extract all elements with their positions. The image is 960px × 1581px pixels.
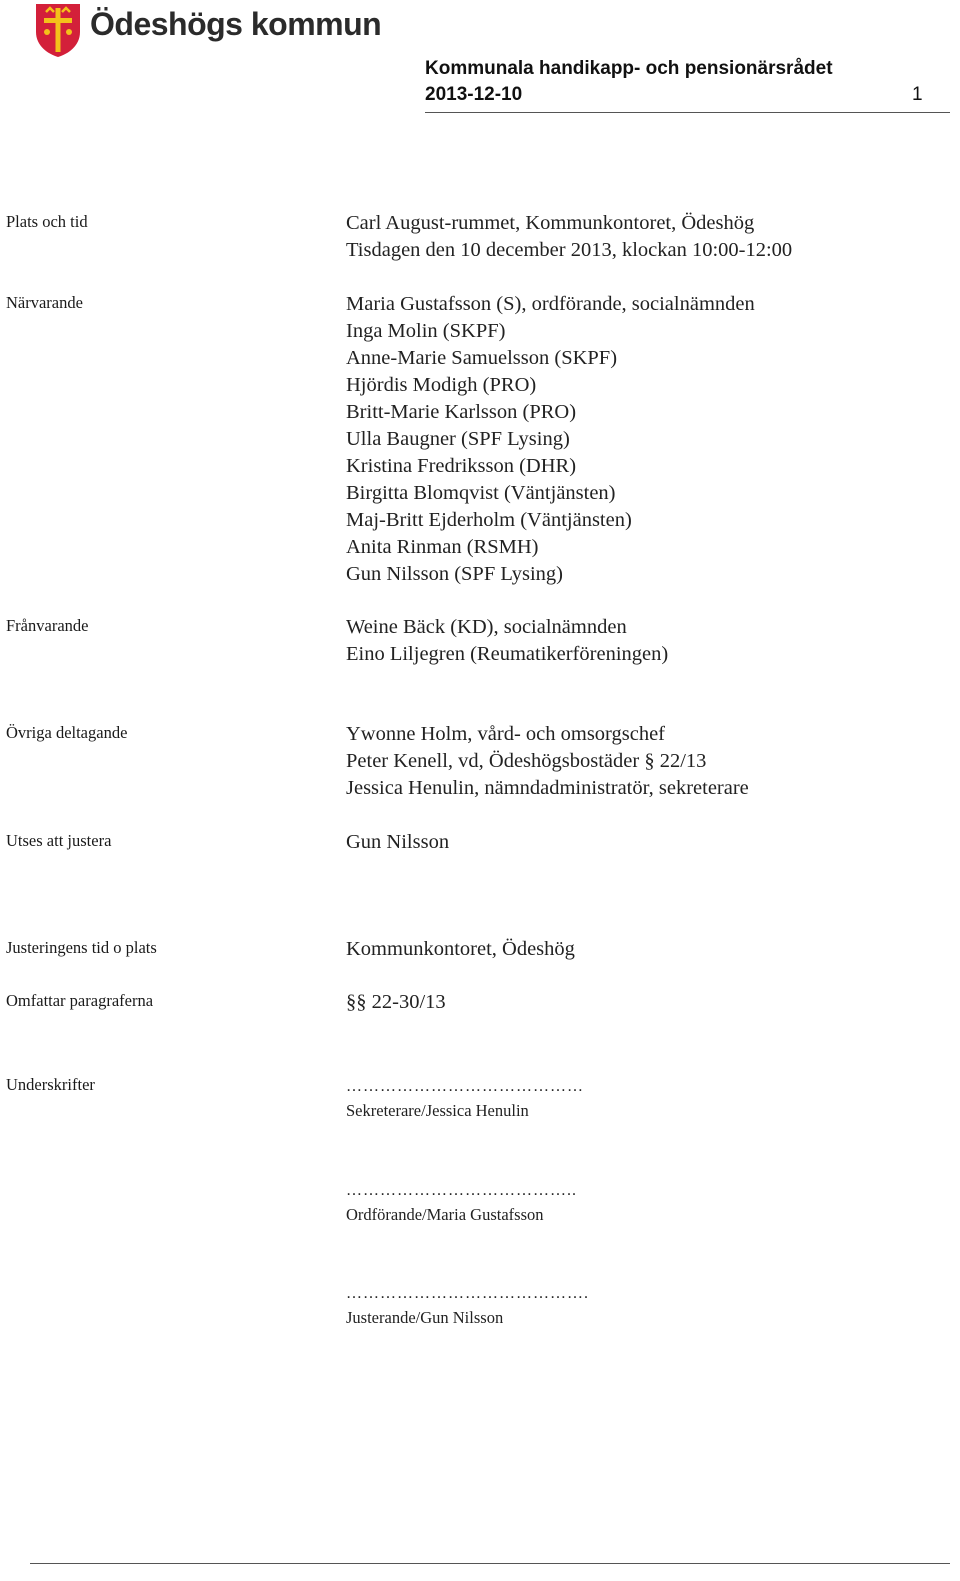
page-number: 1 <box>912 84 923 105</box>
logo-text: Ödeshögs kommun <box>90 6 382 42</box>
attendee: Birgitta Blomqvist (Väntjänsten) <box>346 482 616 504</box>
value-omfattar-paragraferna: §§ 22-30/13 <box>346 991 446 1013</box>
signature-caption-ordforande: Ordförande/Maria Gustafsson <box>346 1205 544 1224</box>
value-justeringens-tid: Kommunkontoret, Ödeshög <box>346 938 575 960</box>
attendee: Anne-Marie Samuelsson (SKPF) <box>346 347 618 369</box>
signature-line-ordforande: ………………………………….. <box>346 1182 577 1199</box>
participant: Ywonne Holm, vård- och omsorgschef <box>346 723 666 745</box>
text-line: Tisdagen den 10 december 2013, klockan 10:00-12:00 <box>346 239 793 261</box>
signature-line-sekreterare: …………………………………… <box>346 1078 584 1095</box>
absentee: Weine Bäck (KD), socialnämnden <box>346 616 627 638</box>
absentee-list <box>346 614 668 668</box>
attendee: Hjördis Modigh (PRO) <box>346 374 537 396</box>
signature-caption-sekreterare: Sekreterare/Jessica Henulin <box>346 1101 529 1120</box>
attendee: Maj-Britt Ejderholm (Väntjänsten) <box>346 509 632 531</box>
participant: Peter Kenell, vd, Ödeshögsbostäder § 22/13 <box>346 750 707 772</box>
label-utses-att-justera: Utses att justera <box>6 831 112 850</box>
value-utses-att-justera: Gun Nilsson <box>346 831 450 853</box>
label-omfattar-paragraferna: Omfattar paragraferna <box>6 991 154 1010</box>
other-participants-list <box>346 721 749 802</box>
label-justeringens-tid: Justeringens tid o plats <box>6 938 157 957</box>
label-franvarande: Frånvarande <box>6 616 89 635</box>
meeting-date: 2013-12-10 <box>425 84 523 105</box>
attendee: Anita Rinman (RSMH) <box>346 536 539 558</box>
text-line: Carl August-rummet, Kommunkontoret, Ödeshög <box>346 212 755 234</box>
attendee: Inga Molin (SKPF) <box>346 320 506 342</box>
attendee: Kristina Fredriksson (DHR) <box>346 455 577 477</box>
attendee: Gun Nilsson (SPF Lysing) <box>346 563 564 585</box>
municipality-shield-logo-icon <box>34 2 82 58</box>
participant: Jessica Henulin, nämndadministratör, sekreterare <box>346 777 749 799</box>
header-divider <box>425 112 950 113</box>
label-plats-och-tid: Plats och tid <box>6 212 88 231</box>
attendee: Maria Gustafsson (S), ordförande, socialnämnden <box>346 293 755 315</box>
absentee: Eino Liljegren (Reumatikerföreningen) <box>346 643 669 665</box>
value-plats-och-tid <box>346 210 792 264</box>
attendee-list <box>346 291 755 588</box>
committee-title: Kommunala handikapp- och pensionärsrådet <box>425 58 833 79</box>
attendee: Britt-Marie Karlsson (PRO) <box>346 401 577 423</box>
signature-line-justerande: ……………………………………. <box>346 1285 589 1302</box>
label-ovriga-deltagande: Övriga deltagande <box>6 723 128 742</box>
footer-divider <box>30 1563 950 1564</box>
label-underskrifter: Underskrifter <box>6 1075 95 1094</box>
label-narvarande: Närvarande <box>6 293 83 312</box>
attendee: Ulla Baugner (SPF Lysing) <box>346 428 570 450</box>
signature-caption-justerande: Justerande/Gun Nilsson <box>346 1308 504 1327</box>
